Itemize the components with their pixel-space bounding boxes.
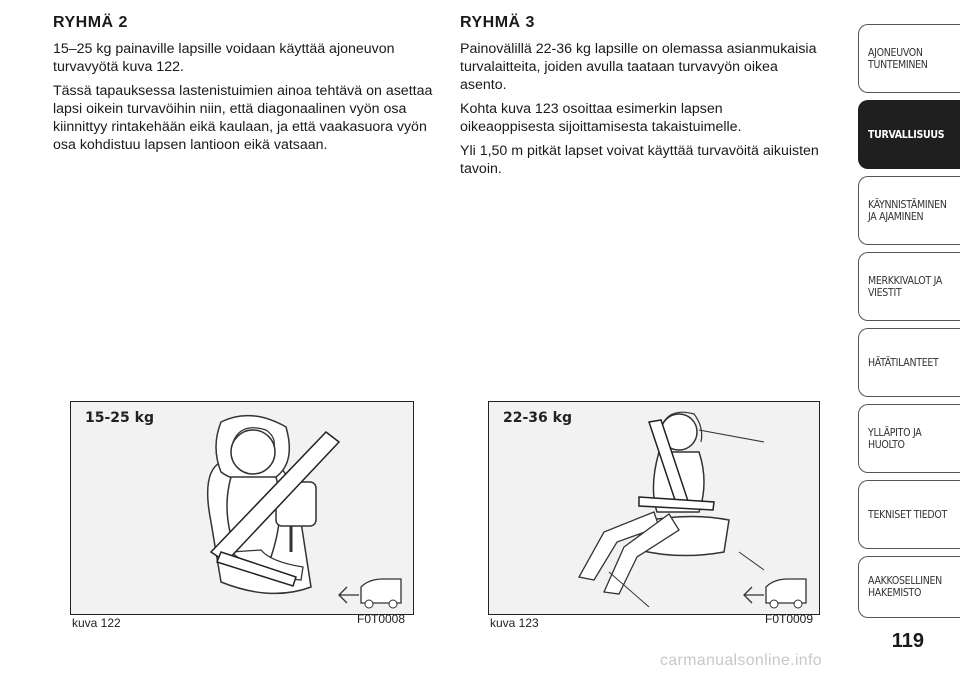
chapter-tabs xyxy=(858,24,960,625)
tab-label: AJONEUVON TUNTEMINEN xyxy=(868,46,928,71)
tab-label: MERKKIVALOT JA VIESTIT xyxy=(868,274,943,299)
paragraph: Yli 1,50 m pitkät lapset voivat käyttää turvavöitä aikuisten tavoin. xyxy=(460,143,819,177)
figure-122 xyxy=(70,401,414,615)
tab-merkkivalot[interactable] xyxy=(858,252,960,321)
tab-label: HÄTÄTILANTEET xyxy=(868,356,939,369)
tab-turvallisuus[interactable] xyxy=(858,100,960,169)
section-heading-group3: RYHMÄ 3 xyxy=(460,14,535,31)
paragraph: Painovälillä 22-36 kg lapsille on olemassa asianmukaisia turvalaitteita, joiden avulla taataan turvavyön oikea asento. xyxy=(460,41,817,93)
tab-label: AAKKOSELLINEN HAKEMISTO xyxy=(868,575,942,599)
paragraph: Kohta kuva 123 osoittaa esimerkin lapsen oikeaoppisesta sijoittamisesta takaistuimelle. xyxy=(460,101,742,135)
watermark: carmanualsonline.info xyxy=(660,652,822,669)
tab-label: TEKNISET TIEDOT xyxy=(868,508,948,521)
paragraph: Tässä tapauksessa lastenistuimien ainoa tehtävä on asettaa lapsi oikein turvavöihin niin, että diagonaalinen vyön osa kiinnittyy rintakehään eikä kaulaan, ja että vaakasuora vyön osa kohdistuu lapsen lantioon eikä vatsaan. xyxy=(53,83,433,153)
tab-label: YLLÄPITO JA HUOLTO xyxy=(868,426,922,451)
weight-label: 22-36 kg xyxy=(503,410,572,426)
tab-label: KÄYNNISTÄMINEN JA AJAMINEN xyxy=(868,198,947,223)
tab-hatatilanteet[interactable] xyxy=(858,328,960,397)
section-heading-group2: RYHMÄ 2 xyxy=(53,14,128,31)
left-column xyxy=(53,14,441,160)
right-column xyxy=(460,14,820,184)
tab-kaynnistaminen[interactable] xyxy=(858,176,960,245)
paragraph: 15–25 kg painaville lapsille voidaan käyttää ajoneuvon turvavyötä kuva 122. xyxy=(53,41,395,75)
child-belt-positioning-illustration xyxy=(489,402,819,614)
tab-label: TURVALLISUUS xyxy=(868,128,945,141)
figure-123 xyxy=(488,401,820,615)
child-booster-seat-illustration xyxy=(71,402,413,614)
tab-yllapito[interactable] xyxy=(858,404,960,473)
figure-caption: kuva 123 xyxy=(490,616,539,630)
tab-ajoneuvon-tunteminen[interactable] xyxy=(858,24,960,93)
page-number: 119 xyxy=(891,630,924,652)
weight-label: 15-25 kg xyxy=(85,410,154,426)
figure-caption: kuva 122 xyxy=(72,616,121,630)
tab-tekniset-tiedot[interactable] xyxy=(858,480,960,549)
figure-code: F0T0009 xyxy=(765,612,814,626)
figure-code: F0T0008 xyxy=(357,612,406,626)
tab-hakemisto[interactable] xyxy=(858,556,960,618)
